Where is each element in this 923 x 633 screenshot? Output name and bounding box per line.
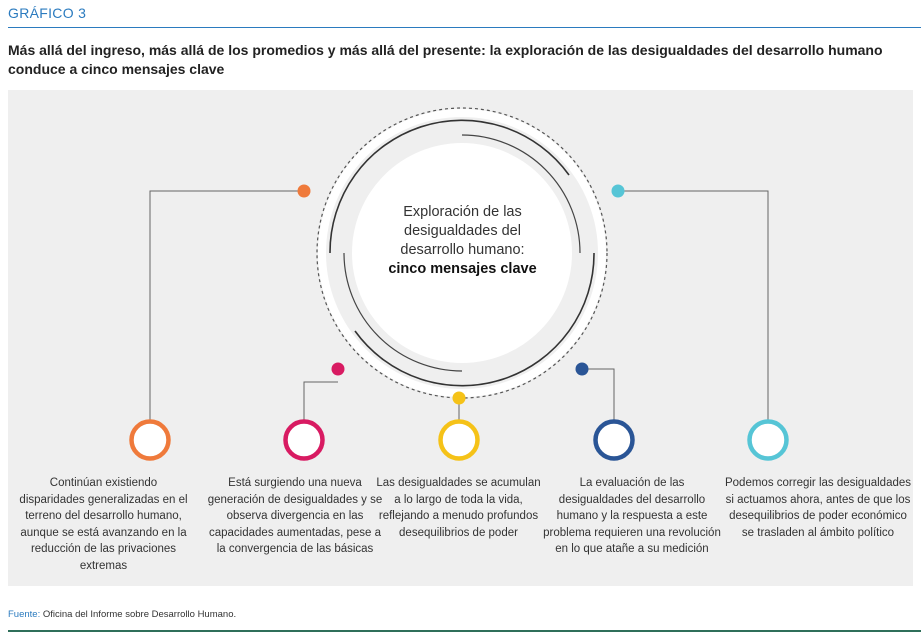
message-text-4: La evaluación de las desigualdades del desarrollo humano y la respuesta a este problema requieren una revolución en lo que atañe a su medición xyxy=(543,477,721,555)
connector-1 xyxy=(150,191,304,420)
center-line-2: desigualdades del xyxy=(404,223,521,239)
message-text-1: Continúan existiendo disparidades generalizadas en el terreno del desarrollo humano, aunque se está avanzando en la reducción de las privaciones extremas xyxy=(19,477,188,572)
message-ring-3 xyxy=(441,422,478,459)
connector-5 xyxy=(618,191,768,420)
center-line-1: Exploración de las xyxy=(403,204,522,220)
marker-dot-1 xyxy=(298,185,311,198)
figure-title: Más allá del ingreso, más allá de los promedios y más allá del presente: la exploración de las desigualdades del desarrollo humano conduce a cinco mensajes clave xyxy=(8,42,883,77)
message-text-3: Las desigualdades se acumulan a lo largo de toda la vida, reflejando a menudo profundos desequilibrios de poder xyxy=(376,477,541,539)
bottom-divider xyxy=(8,630,921,632)
center-line-3: desarrollo humano: xyxy=(400,242,525,258)
message-ring-2 xyxy=(286,422,323,459)
source-text: Oficina del Informe sobre Desarrollo Humano. xyxy=(42,609,237,620)
center-label xyxy=(375,203,550,279)
connector-4 xyxy=(582,369,614,420)
source-label: Fuente: xyxy=(8,609,41,620)
figure-label: GRÁFICO 3 xyxy=(8,5,87,21)
message-text-2: Está surgiendo una nueva generación de desigualdades y se observa divergencia en las capacidades aumentadas, pese a la convergencia de las básicas xyxy=(207,477,383,555)
marker-dot-5 xyxy=(612,185,625,198)
marker-dot-2 xyxy=(332,363,345,376)
marker-dot-3 xyxy=(453,392,466,405)
source-note xyxy=(8,609,236,620)
marker-dot-4 xyxy=(576,363,589,376)
message-text-5: Podemos corregir las desigualdades si actuamos ahora, antes de que los desequilibrios de poder económico se trasladen al ámbito político xyxy=(724,477,912,539)
message-ring-5 xyxy=(750,422,787,459)
center-emphasis: cinco mensajes clave xyxy=(388,261,537,277)
connector-2 xyxy=(304,382,338,420)
message-ring-1 xyxy=(132,422,169,459)
message-ring-4 xyxy=(596,422,633,459)
